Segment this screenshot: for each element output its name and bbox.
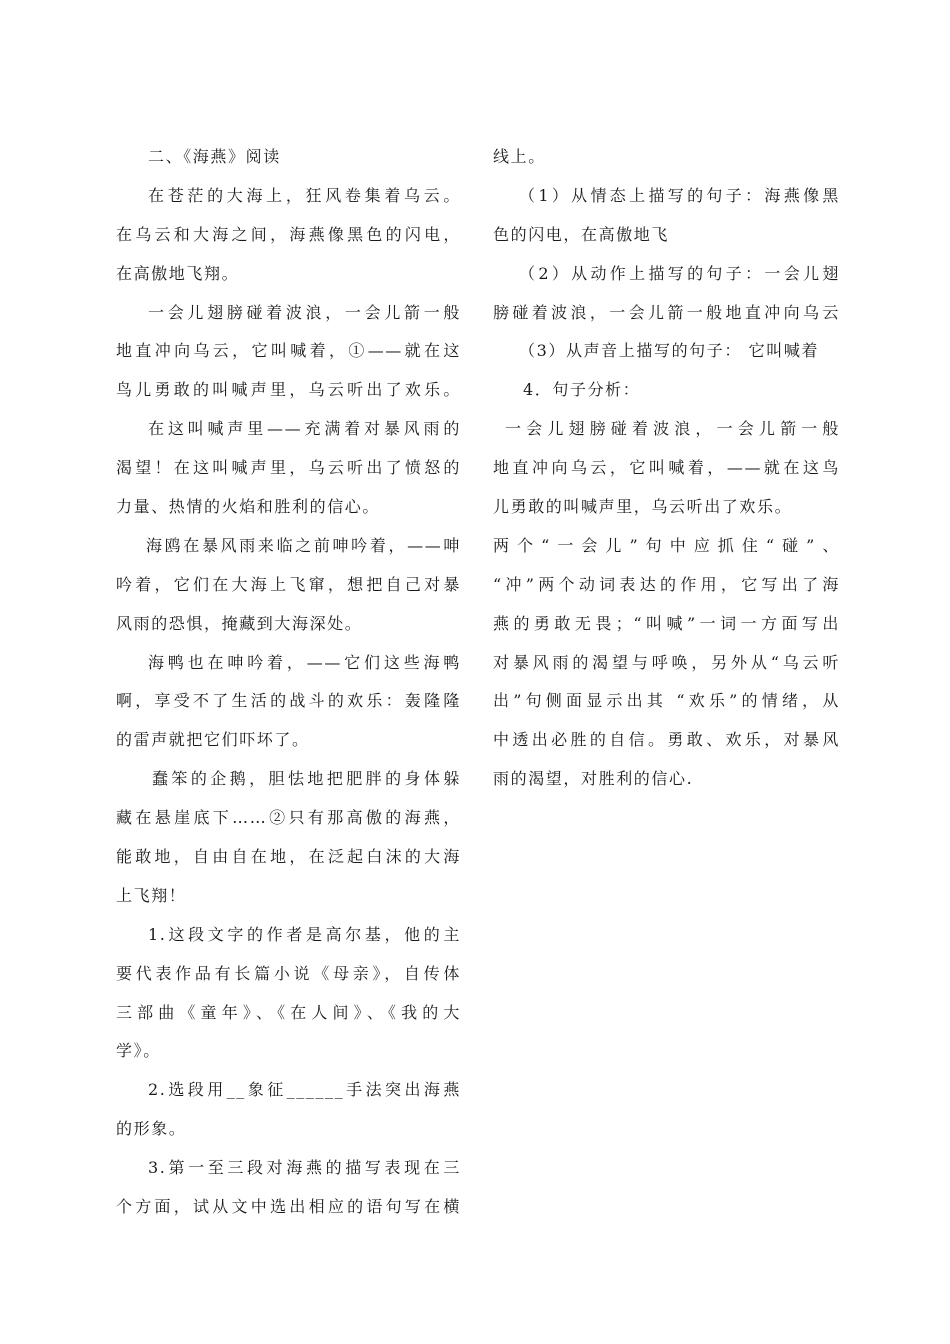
right-column-line: 色的闪电，在高傲地飞 — [493, 224, 670, 244]
right-column-line: 出”句侧面显示出其 “欢乐”的情绪，从 — [493, 691, 840, 711]
left-column-line: 吟着，它们在大海上飞窜，想把自己对暴 — [116, 574, 461, 594]
right-column-line: 两个“一会儿”句中应抓住“碰”、 — [493, 535, 840, 555]
left-column-line: 地直冲向乌云，它叫喊着，①——就在这 — [116, 341, 461, 361]
left-column-line: 在这叫喊声里——充满着对暴风雨的 — [148, 419, 461, 439]
right-column-line: 对暴风雨的渴望与呼唤，另外从“乌云听 — [493, 652, 840, 672]
left-column-line: 海鸭也在呻吟着，——它们这些海鸭 — [148, 652, 461, 672]
right-column-line: 膀碰着波浪，一会儿箭一般地直冲向乌云 — [493, 302, 840, 322]
left-column-line: 海鸥在暴风雨来临之前呻吟着，——呻 — [146, 535, 461, 555]
left-column-line: 二、《海燕》阅读 — [148, 147, 281, 166]
right-column-line: （1）从情态上描写的句子：海燕像黑 — [519, 185, 840, 205]
left-column-line: 蠢笨的企鹅，胆怯地把肥胖的身体躲 — [152, 769, 461, 789]
right-column-line: （3）从声音上描写的句子： 它叫喊着 — [519, 341, 820, 361]
left-column-line: 啊，享受不了生活的战斗的欢乐：轰隆隆 — [116, 691, 461, 711]
left-column-line: 渴望！在这叫喊声里，乌云听出了愤怒的 — [116, 458, 461, 478]
left-column-line: 要代表作品有长篇小说《母亲》，自传体 — [116, 963, 461, 983]
left-column-line: 1.这段文字的作者是高尔基，他的主 — [148, 924, 461, 944]
right-column-line: （2）从动作上描写的句子：一会儿翅 — [519, 263, 840, 283]
right-column-line: 中透出必胜的自信。勇敢、欢乐，对暴风 — [493, 730, 840, 750]
right-column-line: 儿勇敢的叫喊声里，乌云听出了欢乐。 — [493, 497, 793, 517]
left-column-line: 鸟儿勇敢的叫喊声里，乌云听出了欢乐。 — [116, 380, 461, 400]
left-column-line: 一会儿翅膀碰着波浪，一会儿箭一般 — [148, 302, 461, 322]
left-column-line: 个方面，试从文中选出相应的语句写在横 — [116, 1197, 461, 1217]
left-column-line: 在高傲地飞翔。 — [116, 263, 240, 283]
right-column-line: 4．句子分析： — [523, 380, 641, 400]
left-column-line: 三部曲《童年》、《在人间》、《我的大 — [116, 1002, 461, 1022]
left-column-line: 学》。 — [116, 1041, 161, 1061]
right-column-line: “冲”两个动词表达的作用，它写出了海 — [493, 574, 840, 594]
left-column-line: 藏在悬崖底下……②只有那高傲的海燕， — [116, 808, 461, 828]
left-column-line: 上飞翔！ — [116, 885, 187, 905]
right-column — [493, 138, 840, 799]
left-column-line: 风雨的恐惧，掩藏到大海深处。 — [116, 613, 363, 633]
right-column-line: 地直冲向乌云，它叫喊着，——就在这鸟 — [493, 458, 840, 478]
left-column-line: 2.选段用__象征______手法突出海燕 — [148, 1080, 461, 1100]
left-column-line: 的雷声就把它们吓坏了。 — [116, 730, 310, 750]
right-column-line: 线上。 — [493, 147, 546, 166]
left-column-line: 3.第一至三段对海燕的描写表现在三 — [148, 1158, 461, 1178]
left-column-line: 在苍茫的大海上，狂风卷集着乌云。 — [148, 185, 461, 205]
right-column-line: 雨的渴望，对胜利的信心. — [493, 769, 694, 789]
left-column-line: 的形象。 — [116, 1119, 187, 1139]
left-column-line: 在乌云和大海之间，海燕像黑色的闪电， — [116, 224, 461, 244]
left-column — [116, 138, 461, 1227]
left-column-line: 能敢地，自由自在地，在泛起白沫的大海 — [116, 847, 461, 867]
right-column-line: 燕的勇敢无畏；“叫喊”一词一方面写出 — [493, 613, 840, 633]
left-column-line: 力量、热情的火焰和胜利的信心。 — [116, 497, 381, 517]
right-column-line: 一会儿翅膀碰着波浪，一会儿箭一般 — [505, 419, 840, 439]
